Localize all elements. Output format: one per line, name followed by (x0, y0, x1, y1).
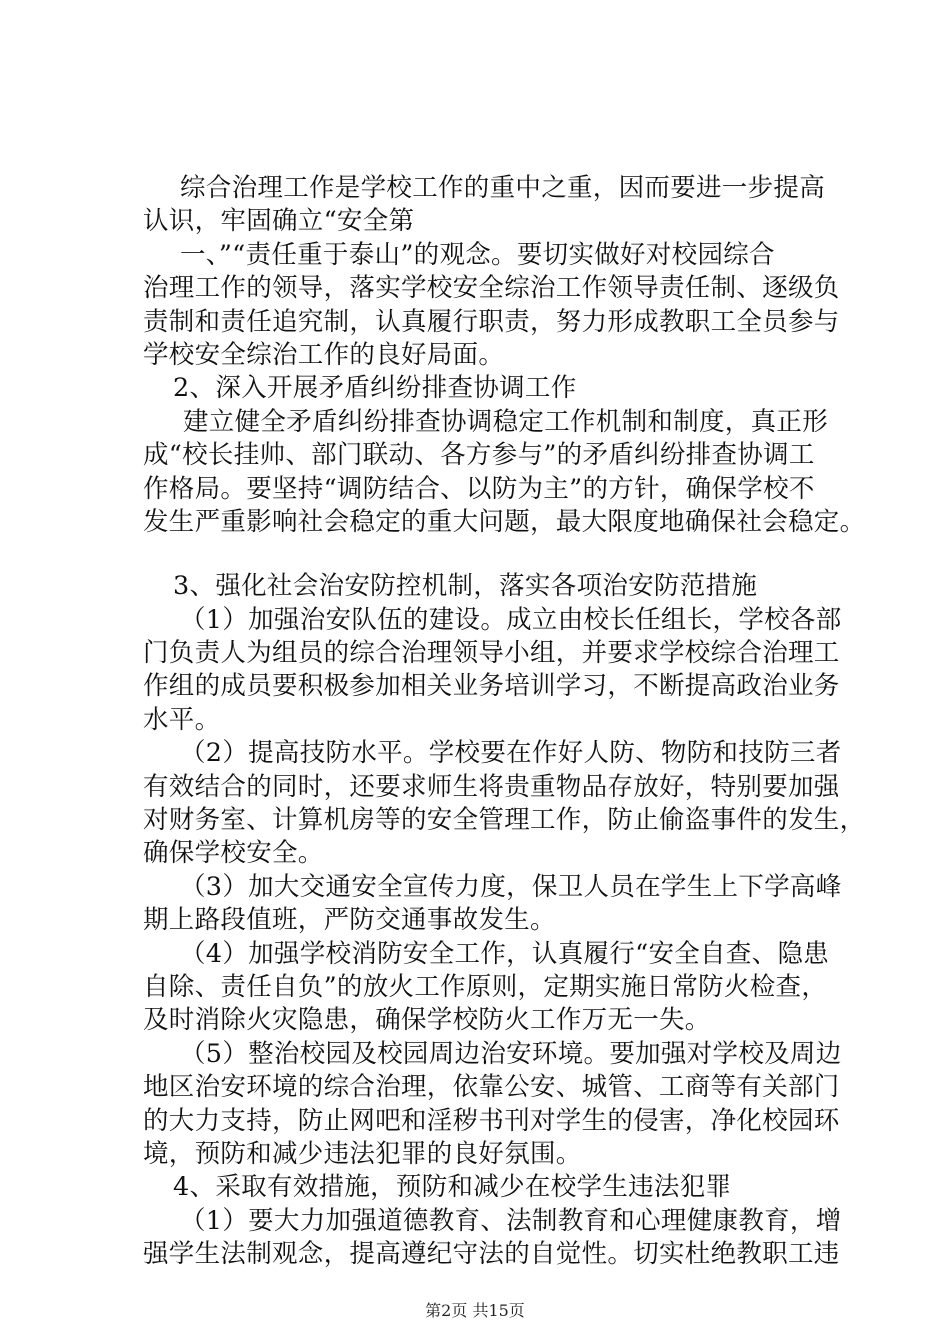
section-heading: 2、深入开展矛盾纠纷排查协调工作 (173, 373, 577, 404)
paragraph-gap (143, 539, 843, 570)
text-line: （1）要大力加强道德教育、法制教育和心理健康教育，增 (180, 1205, 842, 1236)
text-line: 门负责人为组员的综合治理领导小组，并要求学校综合治理工 (143, 638, 840, 669)
page-number-footer: 第2页 共15页 (425, 1301, 525, 1320)
section-heading: 4、采取有效措施，预防和减少在校学生违法犯罪 (173, 1172, 732, 1203)
text-line: 期上路段值班，严防交通事故发生。 (143, 905, 556, 936)
text-line: 地区治安环境的综合治理，依靠公安、城管、工商等有关部门 (143, 1072, 840, 1103)
text-line: （2）提高技防水平。学校要在作好人防、物防和技防三者 (180, 738, 842, 769)
section-heading: 3、强化社会治安防控机制，落实各项治安防范措施 (173, 571, 758, 602)
text-line: 境，预防和减少违法犯罪的良好氛围。 (143, 1138, 582, 1169)
text-line: 确保学校安全。 (143, 838, 324, 869)
text-line: 综合治理工作是学校工作的重中之重，因而要进一步提高 (180, 173, 826, 203)
text-line: 作组的成员要积极参加相关业务培训学习，不断提高政治业务 (143, 671, 840, 702)
text-line: 自除、责任自负”的放火工作原则，定期实施日常防火检查， (143, 971, 828, 1002)
text-line: （3）加大交通安全宣传力度，保卫人员在学生上下学高峰 (180, 871, 842, 902)
text-line: 责制和责任追究制，认真履行职责，努力形成教职工全员参与 (143, 306, 840, 337)
text-line: （1）加强治安队伍的建设。成立由校长任组长，学校各部 (180, 604, 842, 635)
text-line: 治理工作的领导，落实学校安全综治工作领导责任制、逐级负 (143, 273, 840, 304)
text-line: 及时消除火灾隐患，确保学校防火工作万无一失。 (143, 1005, 711, 1036)
text-line: 有效结合的同时，还要求师生将贵重物品存放好，特别要加强 (143, 771, 840, 802)
text-line: 作格局。要坚持“调防结合、以防为主”的方针，确保学校不 (143, 473, 815, 504)
text-line: 认识，牢固确立“安全第 (143, 206, 415, 237)
text-line: 强学生法制观念，提高遵纪守法的自觉性。切实杜绝教职工违 (143, 1239, 840, 1270)
text-line: （5）整治校园及校园周边治安环境。要加强对学校及周边 (180, 1038, 842, 1069)
text-line: 一、”“责任重于泰山”的观念。要切实做好对校园综合 (180, 239, 775, 270)
text-line: 发生严重影响社会稳定的重大问题，最大限度地确保社会稳定。 (143, 506, 866, 537)
text-line: 对财务室、计算机房等的安全管理工作，防止偷盗事件的发生， (143, 805, 866, 836)
text-line: 建立健全矛盾纠纷排查协调稳定工作机制和制度，真正形 (183, 406, 829, 437)
text-line: 的大力支持，防止网吧和淫秽书刊对学生的侵害，净化校园环 (143, 1105, 840, 1136)
text-line: 成“校长挂帅、部门联动、各方参与”的矛盾纠纷排查协调工 (143, 440, 815, 471)
document-body (143, 172, 866, 1272)
text-line: 水平。 (143, 704, 221, 735)
text-line: （4）加强学校消防安全工作，认真履行“安全自查、隐患 (180, 938, 830, 969)
text-line: 学校安全综治工作的良好局面。 (143, 339, 505, 370)
